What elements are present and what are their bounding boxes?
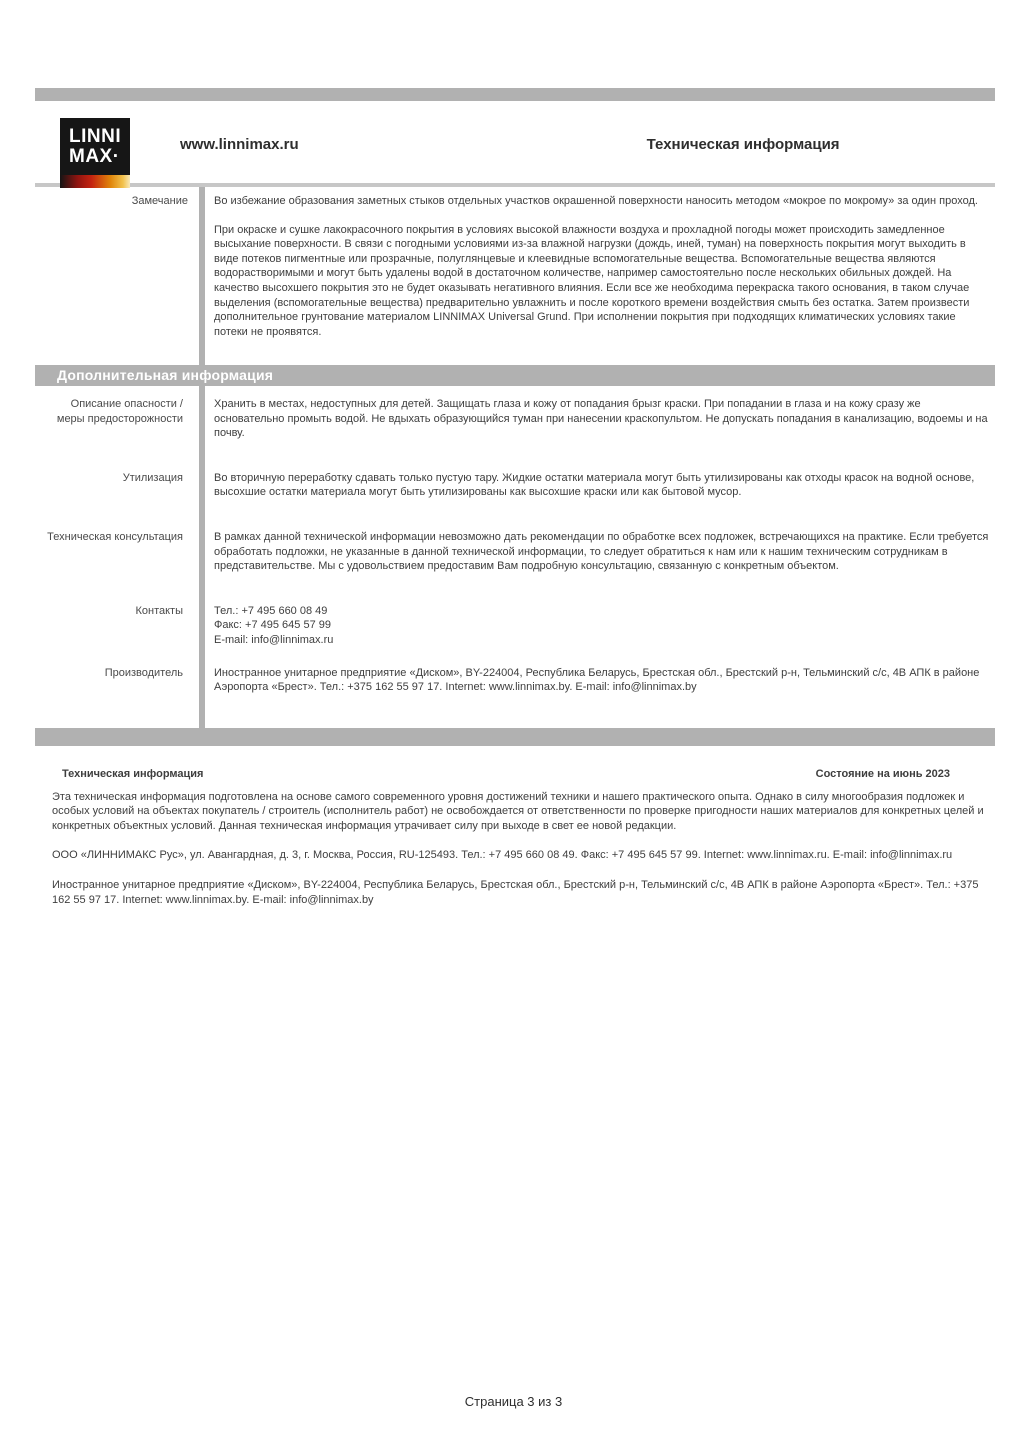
spacer: [194, 530, 214, 574]
additional-info-band: [35, 365, 995, 386]
logo-text: [60, 118, 130, 175]
row-content: Хранить в местах, недоступных для детей. Защищать глаза и кожу от попадания брызг краски. При попадании в глаза и на кожу сразу же основательно промыть водой. Не вдыхать образующийся туман при нанесении краскопультом. Не допускать попадания в канализацию, водоемы и на почву.: [214, 398, 988, 440]
row-label: Производитель: [104, 666, 183, 679]
page-title: Техническая информация: [646, 136, 840, 153]
table-row-disposal: [122, 471, 991, 500]
row-content: Иностранное унитарное предприятие «Диском», BY-224004, Республика Беларусь, Брестская обл., Брестский р-н, Тельминский с/с, 4В АПК в районе Аэропорта «Брест». Тел.: +375 162 55 97 17. Internet: www.linnimax.by. E-mail: info@linnimax.by: [214, 666, 980, 694]
footer-paragraph: Иностранное унитарное предприятие «Диском», BY-224004, Республика Беларусь, Брестская обл., Брестский р-н, Тельминский с/с, 4В АПК в районе Аэропорта «Брест». Тел.: +375 162 55 97 17. Internet: www.linnimax.by. E-mail: info@linnimax.by: [52, 878, 979, 906]
row-label: Утилизация: [122, 471, 183, 484]
spacer: [194, 604, 214, 648]
remark-paragraph: При окраске и сушке лакокрасочного покрытия в условиях высокой влажности воздуха и прохладной погоды может происходить замедленное высыхание поверхности. В связи с погодными условиями из-за влажной нагрузки (дождь, иней, туман) на поверхность покрытия могут выходить в виде потеков пигментные или прозрачные, полуглянцевые и клеевидные вспомогательные вещества. Вспомогательные вещества являются водорастворимыми и могут быть удалены водой в достаточном количестве, например самостоятельно после нескольких обильных дождей. На качество высохшего покрытия это не будет оказывать негативного влияния. Если все же необходима перекраска такого основания, в таком случае выделения (вспомогательные вещества) предварительно увлажнить и после короткого времени воздействия смыть без остатка. Затем произвести дополнительное грунтование материалом LINNIMAX Universal Grund. При исполнении покрытия при подходящих климатических условиях такие потеки не проявятся.: [214, 223, 970, 338]
logo-line2: MAX·: [69, 146, 120, 167]
row-content: Во вторичную переработку сдавать только пустую тару. Жидкие остатки материала могут быть утилизированы как отходы красок на водной основе, высохшие остатки материала могут быть утилизированы как высохшие краски или как бытовой мусор.: [214, 471, 975, 499]
footer-paragraph: ООО «ЛИННИМАКС Рус», ул. Авангардная, д. 3, г. Москва, Россия, RU-125493. Тел.: +7 495 660 08 49. Факс: +7 495 645 57 99. Internet: www.linnimax.ru. E-mail: info@linnimax.ru: [52, 849, 953, 862]
contact-fax: Факс: +7 495 645 57 99: [214, 619, 331, 632]
footer-section: [35, 767, 995, 907]
row-label: Контакты: [135, 604, 183, 617]
row-content: [214, 604, 991, 648]
row-label: Техническая консультация: [47, 530, 183, 543]
document-header: [35, 101, 995, 183]
website-text: www.linnimax.ru: [180, 136, 299, 153]
remark-content: [205, 187, 995, 365]
table-row-hazard: [56, 397, 991, 441]
band-title: Дополнительная информация: [57, 367, 274, 383]
page-number: Страница 3 из 3: [464, 1394, 563, 1409]
top-accent-bar: [35, 88, 995, 101]
spacer: [194, 666, 214, 695]
row-content: В рамках данной технической информации невозможно дать рекомендации по обработке всех подложек, встречающихся на практике. Если требуется обработать подложки, не указанные в данной технической информации, то следует обратиться к нам или к нашим техническим сотрудникам в представительстве. Мы с удовольствием предоставим Вам подробную консультацию, связанную с конкретным объектом.: [214, 530, 989, 573]
spacer: [194, 471, 214, 500]
table-row-contacts: [135, 604, 991, 648]
row-label: Описание опасности / меры предосторожности: [56, 398, 183, 425]
table-row-consultation: [47, 530, 991, 574]
spacer: [194, 397, 214, 441]
footer-paragraph: Эта техническая информация подготовлена на основе самого современного уровня достижений техники и нашего практического опыта. Однако в силу многообразия подложек и особых условий на объектах покупатель / строитель (исполнитель работ) не освобождается от ответственности по проверке пригодности наших материалов для конкретных целей и конкретных объектных условий. Данная техническая информация утрачивает силу при выходе в свет ее новой редакции.: [52, 790, 984, 832]
footer-status-date: Состояние на июнь 2023: [815, 768, 950, 780]
remark-section: [35, 187, 995, 365]
footer-title: Техническая информация: [62, 768, 204, 780]
remark-paragraph: Во избежание образования заметных стыков отдельных участков окрашенной поверхности наносить методом «мокрое по мокрому» за один проход.: [214, 195, 978, 207]
additional-rows: [47, 386, 995, 728]
linnimax-logo: [60, 118, 130, 188]
bottom-accent-bar: [35, 728, 995, 746]
contact-email: E-mail: info@linnimax.ru: [214, 633, 334, 646]
table-row-manufacturer: [104, 666, 991, 695]
contact-phone: Тел.: +7 495 660 08 49: [214, 604, 328, 617]
footer-header: [35, 767, 995, 782]
logo-line1: LINNI: [69, 126, 122, 147]
remark-label: Замечание: [131, 195, 188, 207]
additional-info-section: [35, 386, 995, 728]
